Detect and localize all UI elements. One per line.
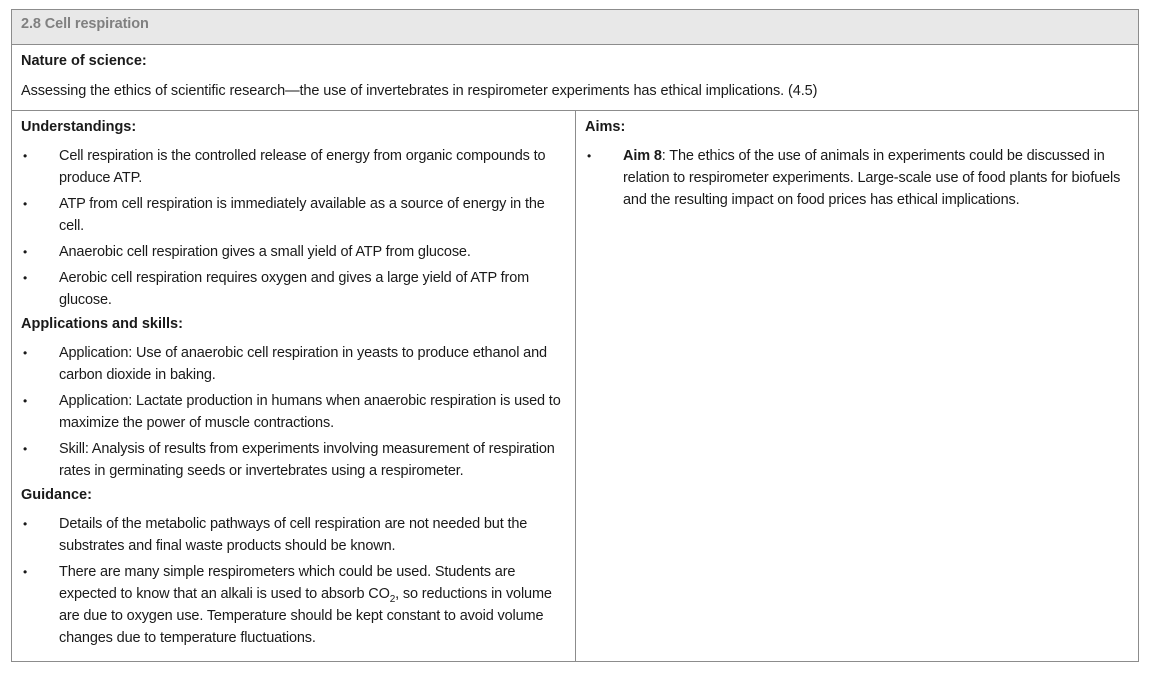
list-item [21,342,566,386]
understandings-list [21,145,566,311]
aim-text: : The ethics of the use of animals in experiments could be discussed in relation to respirometer experiments. Large-scale use of food plants for biofuels and the resulting impact on food prices has ethical implications. [623,148,1121,208]
guidance-text-part: , so reductions in volume are due to oxygen use. Temperature should be kept constant to avoid volume changes due to temperature fluctuations. [59,586,552,646]
nature-of-science-title: Nature of science: [21,53,147,69]
aims-list [585,145,1129,211]
nature-of-science-row [12,45,1138,111]
bullet-icon: • [23,149,28,163]
bullet-icon: • [23,394,28,408]
bullet-icon: • [23,565,28,579]
guidance-text-part: There are many simple respirometers which could be used. Students are expected to know that an alkali is used to absorb CO [59,564,516,602]
list-item [585,145,1129,211]
list-item-text: Cell respiration is the controlled release of energy from organic compounds to produce ATP. [59,148,546,186]
list-item [21,390,566,434]
list-item-text [59,564,552,646]
bullet-icon: • [23,346,28,360]
list-item [21,438,566,482]
applications-list [21,342,566,482]
list-item [21,145,566,189]
bullet-icon: • [587,149,592,163]
subscript-two: 2 [389,593,396,605]
bullet-icon: • [23,442,28,456]
bullet-icon: • [23,197,28,211]
guidance-title: Guidance: [21,487,92,503]
list-item [21,267,566,311]
bullet-icon: • [23,271,28,285]
section-title: 2.8 Cell respiration [21,16,149,32]
left-column [12,111,576,662]
content-columns [12,111,1138,662]
right-column [576,111,1138,662]
list-item-text: Application: Use of anaerobic cell respiration in yeasts to produce ethanol and carbon dioxide in baking. [59,345,547,383]
bullet-icon: • [23,517,28,531]
applications-title: Applications and skills: [21,316,183,332]
list-item-text: Anaerobic cell respiration gives a small yield of ATP from glucose. [59,244,471,260]
aims-title: Aims: [585,119,626,135]
section-header [12,10,1138,45]
list-item [21,561,566,649]
list-item-text: Skill: Analysis of results from experiments involving measurement of respiration rates in germinating seeds or invertebrates using a respirometer. [59,441,555,479]
list-item-text: ATP from cell respiration is immediately available as a source of energy in the cell. [59,196,545,234]
understandings-title: Understandings: [21,119,137,135]
syllabus-table [11,9,1139,662]
nature-of-science-text: Assessing the ethics of scientific research—the use of invertebrates in respirometer experiments has ethical implications. (4.5) [21,83,818,99]
list-item [21,193,566,237]
list-item [21,241,566,263]
list-item-text: Details of the metabolic pathways of cell respiration are not needed but the substrates and final waste products should be known. [59,516,528,554]
bullet-icon: • [23,245,28,259]
list-item [21,513,566,557]
list-item-text: Aerobic cell respiration requires oxygen and gives a large yield of ATP from glucose. [59,270,530,308]
list-item-text: Application: Lactate production in humans when anaerobic respiration is used to maximize the power of muscle contractions. [59,393,561,431]
list-item-text [623,148,1120,208]
aim-label: Aim 8 [623,148,662,164]
guidance-list [21,513,566,649]
